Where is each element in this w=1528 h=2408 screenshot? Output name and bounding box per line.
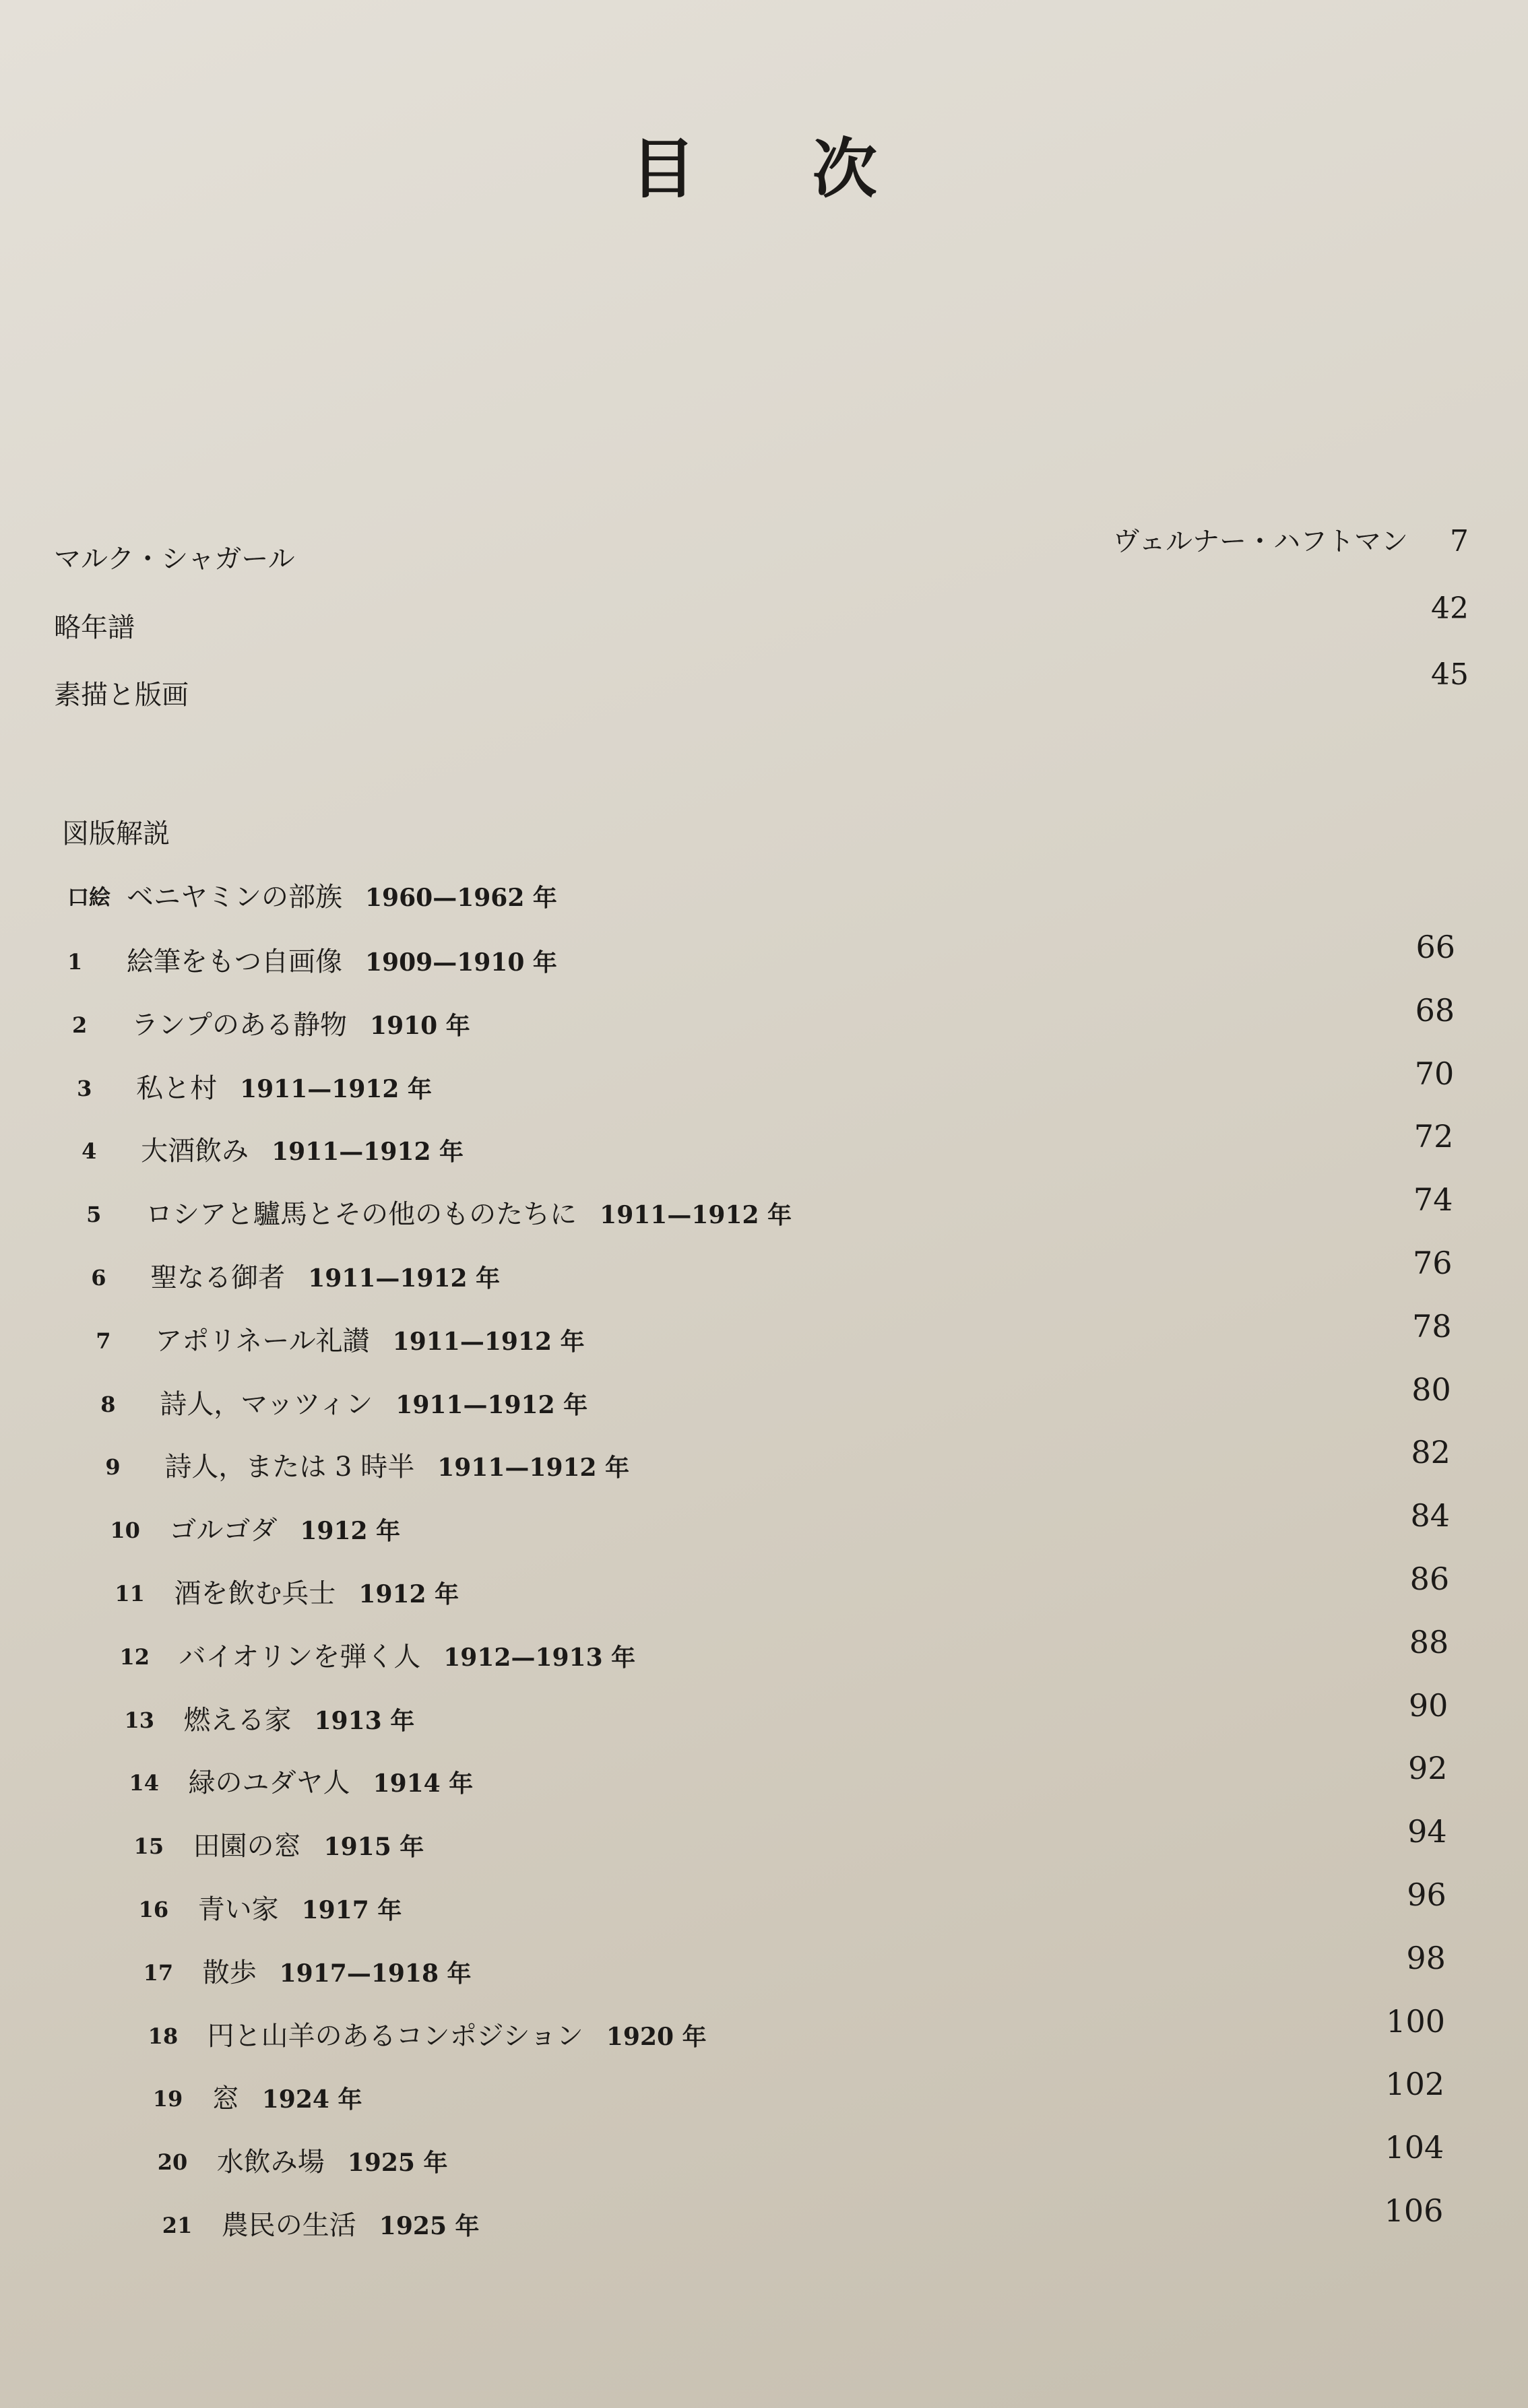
plate-year: 1911—1912 年: [308, 1264, 501, 1293]
plate-title-group: [179, 1635, 635, 1679]
plate-number: 2: [72, 1012, 88, 1038]
plate-title: ベニヤミンの部族: [127, 882, 342, 913]
plate-title-group: [217, 2141, 448, 2184]
plate-page: 66: [1415, 929, 1455, 965]
toc-entry-plate: [91, 1245, 1453, 1299]
plate-number: 4: [82, 1138, 97, 1165]
plate-year: 1912 年: [300, 1517, 401, 1546]
entry-page: 42: [1431, 591, 1469, 626]
plate-title-group: [146, 1193, 792, 1237]
plate-page: 100: [1386, 2003, 1446, 2040]
plate-page: 88: [1409, 1623, 1449, 1660]
plate-title-group: [127, 876, 557, 919]
plate-title: 青い家: [197, 1894, 279, 1925]
plate-page: 68: [1415, 991, 1455, 1029]
plate-year: 1914 年: [373, 1769, 474, 1798]
plate-year: 1911—1912 年: [437, 1454, 630, 1483]
plate-year: 1917—1918 年: [279, 1959, 472, 1988]
toc-entry-plate: [86, 1181, 1453, 1236]
plate-number: 10: [110, 1518, 140, 1544]
plate-title-group: [174, 1572, 459, 1616]
plate-year: 1920 年: [606, 2022, 707, 2051]
plate-page: 74: [1413, 1181, 1453, 1218]
toc-entry-plate: [110, 1497, 1451, 1552]
plate-title: 田園の窓: [193, 1831, 301, 1862]
plate-number: 9: [105, 1454, 121, 1480]
plate-title: アポリネール礼讃: [155, 1325, 370, 1357]
plate-number: 口絵: [67, 884, 111, 910]
entry-title: マルク・シャガール: [54, 544, 295, 575]
plate-number: 12: [119, 1644, 150, 1670]
plate-title: 農民の生活: [221, 2210, 356, 2241]
plate-year: 1911—1912 年: [392, 1327, 585, 1356]
plate-number: 5: [86, 1202, 102, 1228]
toc-entry-chronology: [54, 591, 1469, 649]
plate-year: 1912 年: [358, 1580, 459, 1608]
toc-entry-plate: [143, 1939, 1446, 1994]
plate-title: 円と山羊のあるコンポジション: [207, 2020, 583, 2052]
toc-entry-plate: [119, 1623, 1449, 1679]
plate-title: 聖なる御者: [150, 1262, 286, 1293]
plate-year: 1912—1913 年: [443, 1643, 636, 1672]
plate-title-group: [222, 2204, 480, 2248]
plate-title-group: [212, 2077, 362, 2121]
plate-number: 15: [133, 1833, 164, 1860]
toc-entry-plate: [96, 1307, 1452, 1363]
plate-year: 1911—1912 年: [395, 1390, 588, 1419]
entry-page: 45: [1431, 657, 1469, 692]
plate-title: 窓: [212, 2083, 239, 2115]
plate-page: 104: [1384, 2129, 1444, 2166]
plate-title: 詩人，マッツィン: [160, 1388, 373, 1420]
plate-title-group: [169, 1509, 400, 1553]
plate-title-group: [155, 1320, 584, 1363]
plate-title: ゴルゴダ: [169, 1515, 278, 1547]
plate-page: 78: [1412, 1307, 1452, 1344]
plate-year: 1925 年: [347, 2149, 448, 2178]
plate-page: 72: [1413, 1118, 1454, 1155]
plate-page: 82: [1411, 1434, 1451, 1471]
plate-page: 90: [1408, 1687, 1449, 1724]
page-title: 目 次: [631, 131, 924, 207]
plate-title: 酒を飲む兵士: [174, 1578, 336, 1609]
plate-title: ランプのある静物: [131, 1009, 348, 1041]
plate-title-group: [208, 2015, 707, 2058]
plate-year: 1925 年: [379, 2212, 480, 2240]
entry-page: 7: [1450, 524, 1469, 558]
plate-title: 詩人，または 3 時半: [164, 1452, 415, 1483]
plate-page: 102: [1385, 2066, 1445, 2103]
plate-title-group: [131, 1004, 470, 1047]
entry-title: 略年譜: [54, 612, 135, 643]
toc-entry-plate: [148, 2003, 1446, 2058]
plate-page: 76: [1413, 1245, 1453, 1281]
toc-entry-drawings: [54, 657, 1469, 717]
toc-entry-plate: [129, 1750, 1448, 1804]
plate-title: 絵筆をもつ自画像: [127, 946, 342, 977]
plate-page: 98: [1406, 1939, 1446, 1976]
plate-page: 70: [1414, 1055, 1455, 1092]
plate-number: 13: [124, 1707, 154, 1733]
toc-entry-plate: [105, 1434, 1451, 1489]
plate-title-group: [203, 1951, 472, 1995]
toc-entry-plate: [100, 1371, 1451, 1426]
toc-entry-plate: [72, 991, 1455, 1047]
plate-page: 96: [1407, 1877, 1446, 1913]
plate-title: 大酒飲み: [141, 1136, 249, 1167]
plate-number: 7: [96, 1328, 111, 1354]
plate-title-group: [183, 1699, 414, 1743]
entry-title: 素描と版画: [54, 680, 189, 711]
plate-page: 80: [1411, 1371, 1451, 1408]
plate-title-group: [164, 1445, 629, 1489]
toc-entry-plate: [152, 2066, 1445, 2120]
plate-title: バイオリンを弾く人: [179, 1641, 421, 1672]
plate-year: 1911—1912 年: [600, 1201, 792, 1230]
plate-title-group: [127, 940, 557, 984]
plate-number: 8: [100, 1391, 116, 1417]
toc-entry-plate: [133, 1813, 1447, 1868]
plate-number: 19: [152, 2086, 183, 2112]
plate-title-group: [141, 1130, 464, 1173]
plate-year: 1924 年: [261, 2085, 362, 2114]
toc-entry-plate: [77, 1055, 1455, 1110]
plate-title-group: [198, 1888, 402, 1932]
entry-author: ヴェルナー・ハフトマン: [1112, 526, 1408, 557]
plate-page: 86: [1409, 1561, 1450, 1597]
plate-year: 1911—1912 年: [240, 1074, 433, 1103]
plate-title-group: [193, 1825, 424, 1868]
plate-number: 11: [115, 1581, 145, 1606]
plate-title-group: [189, 1761, 474, 1805]
plate-title-group: [150, 1256, 500, 1300]
plate-title: ロシアと驢馬とその他のものたちに: [146, 1199, 577, 1231]
toc-entry-plate: [138, 1877, 1446, 1931]
toc-entry-plate: [82, 1118, 1454, 1173]
plate-year: 1915 年: [323, 1833, 424, 1862]
plate-number: 6: [91, 1265, 106, 1291]
plate-number: 18: [148, 2023, 179, 2049]
plate-year: 1909—1910 年: [365, 948, 557, 977]
plates-heading: 図版解説: [62, 818, 170, 849]
plate-number: 20: [157, 2149, 188, 2176]
plate-title-group: [136, 1067, 432, 1111]
plate-year: 1917 年: [301, 1896, 402, 1924]
plate-title: 燃える家: [183, 1704, 292, 1736]
plate-number: 16: [138, 1897, 169, 1922]
toc-entry-essay: [54, 524, 1469, 581]
plate-number: 17: [143, 1959, 174, 1986]
plate-title-group: [160, 1383, 587, 1427]
plate-title: 散歩: [202, 1957, 257, 1988]
plate-title: 緑のユダヤ人: [188, 1767, 350, 1799]
plate-page: 94: [1407, 1813, 1447, 1850]
toc-entry-plate: [115, 1561, 1450, 1615]
toc-entry-plate: [124, 1687, 1449, 1742]
plate-year: 1960—1962 年: [365, 884, 557, 912]
plate-number: 1: [67, 949, 83, 975]
plate-year: 1910 年: [370, 1011, 470, 1040]
plate-year: 1913 年: [314, 1706, 415, 1735]
plate-page: 92: [1408, 1750, 1448, 1787]
plate-title: 水飲み場: [216, 2147, 325, 2178]
plate-number: 3: [77, 1075, 92, 1101]
plate-number: 14: [129, 1770, 160, 1796]
toc-entry-frontispiece: [67, 876, 1455, 919]
plate-year: 1911—1912 年: [272, 1138, 464, 1167]
plate-number: 21: [162, 2213, 193, 2238]
toc-entry-plate: [67, 929, 1455, 983]
toc-entry-plate: [157, 2129, 1444, 2184]
plate-title: 私と村: [136, 1072, 218, 1104]
plate-page: 106: [1384, 2192, 1444, 2229]
plate-page: 84: [1410, 1497, 1451, 1534]
toc-entry-plate: [162, 2192, 1444, 2247]
